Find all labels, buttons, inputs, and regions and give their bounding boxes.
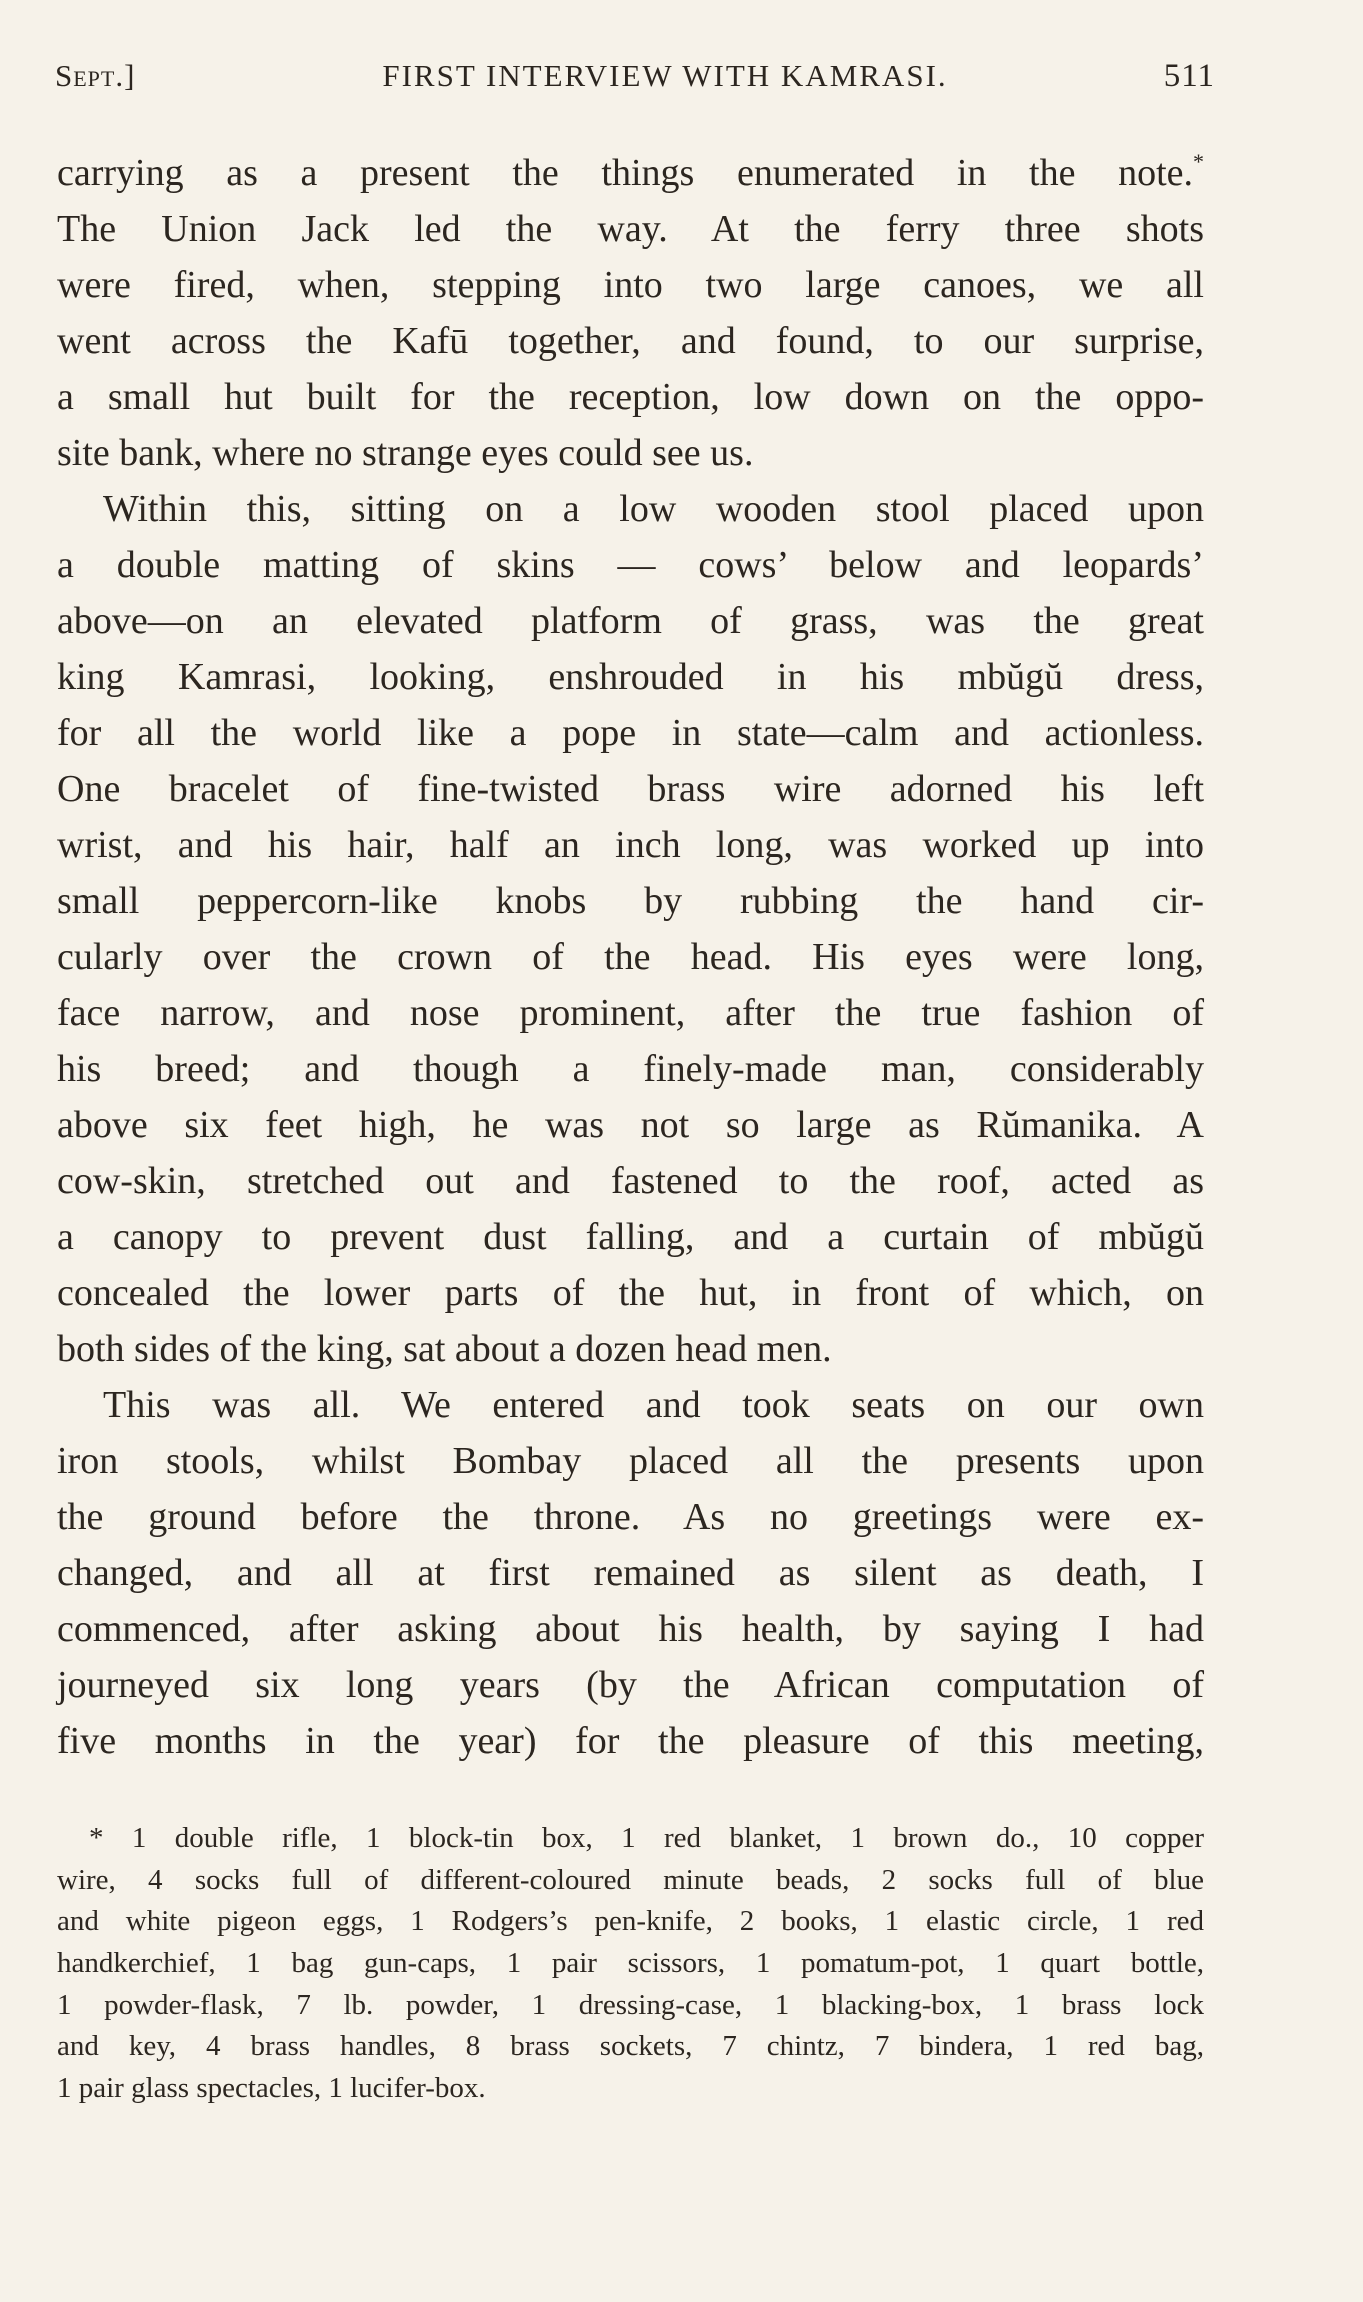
footnote-line: 1 pair glass spectacles, 1 lucifer-box. (57, 2072, 486, 2105)
text-line: his breed; and though a finely-made man, considerably (57, 1048, 1204, 1090)
text-line: cow-skin, stretched out and fastened to the roof, acted as (57, 1160, 1204, 1202)
chapter-heading: FIRST INTERVIEW WITH KAMRASI. (382, 58, 948, 93)
footnote (57, 1818, 1204, 2110)
text-line: for all the world like a pope in state—calm and actionless. (57, 712, 1204, 754)
footnote-line: 1 powder-flask, 7 lb. powder, 1 dressing-case, 1 blacking-box, 1 brass lock (57, 1988, 1204, 2021)
text-line: king Kamrasi, looking, enshrouded in his mbŭgŭ dress, (57, 656, 1204, 698)
text-line: small peppercorn-like knobs by rubbing the hand cir- (57, 880, 1204, 922)
text-line: carrying as a present the things enumerated in the note.* (57, 149, 1204, 194)
text-line: face narrow, and nose prominent, after the true fashion of (57, 992, 1204, 1034)
text-line: were fired, when, stepping into two large canoes, we all (57, 264, 1204, 306)
text-line: went across the Kafū together, and found, to our surprise, (57, 320, 1204, 362)
footnote-marker: * (1193, 149, 1204, 174)
text-line: concealed the lower parts of the hut, in front of which, on (57, 1272, 1204, 1314)
text-line: a double matting of skins — cows’ below and leopards’ (57, 544, 1204, 586)
footnote-line: and key, 4 brass handles, 8 brass sockets, 7 chintz, 7 bindera, 1 red bag, (57, 2030, 1204, 2063)
text-line: above six feet high, he was not so large as Rŭmanika. A (57, 1104, 1204, 1146)
page-number: 511 (1163, 58, 1215, 94)
footnote-line: handkerchief, 1 bag gun-caps, 1 pair scissors, 1 pomatum-pot, 1 quart bottle, (57, 1947, 1204, 1980)
text-line: journeyed six long years (by the African computation of (57, 1664, 1204, 1706)
header-month: Sept.] (55, 58, 136, 93)
text-line: changed, and all at first remained as silent as death, I (57, 1552, 1204, 1594)
text-line: site bank, where no strange eyes could see us. (57, 432, 754, 474)
footnote-line: and white pigeon eggs, 1 Rodgers’s pen-knife, 2 books, 1 elastic circle, 1 red (57, 1905, 1204, 1938)
text-line: One bracelet of fine-twisted brass wire adorned his left (57, 768, 1204, 810)
text-line: a small hut built for the reception, low down on the oppo- (57, 376, 1204, 418)
text-line: commenced, after asking about his health, by saying I had (57, 1608, 1204, 1650)
text-line: iron stools, whilst Bombay placed all the presents upon (57, 1440, 1204, 1482)
main-text (57, 145, 1204, 1769)
text-line: The Union Jack led the way. At the ferry three shots (57, 208, 1204, 250)
text-line: above—on an elevated platform of grass, was the great (57, 600, 1204, 642)
text-line: Within this, sitting on a low wooden stool placed upon (103, 488, 1204, 530)
running-head (55, 58, 1215, 108)
text-line: wrist, and his hair, half an inch long, was worked up into (57, 824, 1204, 866)
text-line: This was all. We entered and took seats on our own (103, 1384, 1204, 1426)
footnote-line: * 1 double rifle, 1 block-tin box, 1 red blanket, 1 brown do., 10 copper (89, 1822, 1204, 1854)
text-line: a canopy to prevent dust falling, and a curtain of mbŭgŭ (57, 1216, 1204, 1258)
footnote-line: wire, 4 socks full of different-coloured minute beads, 2 socks full of blue (57, 1863, 1204, 1896)
text-line: both sides of the king, sat about a dozen head men. (57, 1328, 832, 1370)
text-line: cularly over the crown of the head. His eyes were long, (57, 936, 1204, 978)
text-line: five months in the year) for the pleasure of this meeting, (57, 1720, 1204, 1762)
text-line: the ground before the throne. As no greetings were ex- (57, 1496, 1204, 1538)
